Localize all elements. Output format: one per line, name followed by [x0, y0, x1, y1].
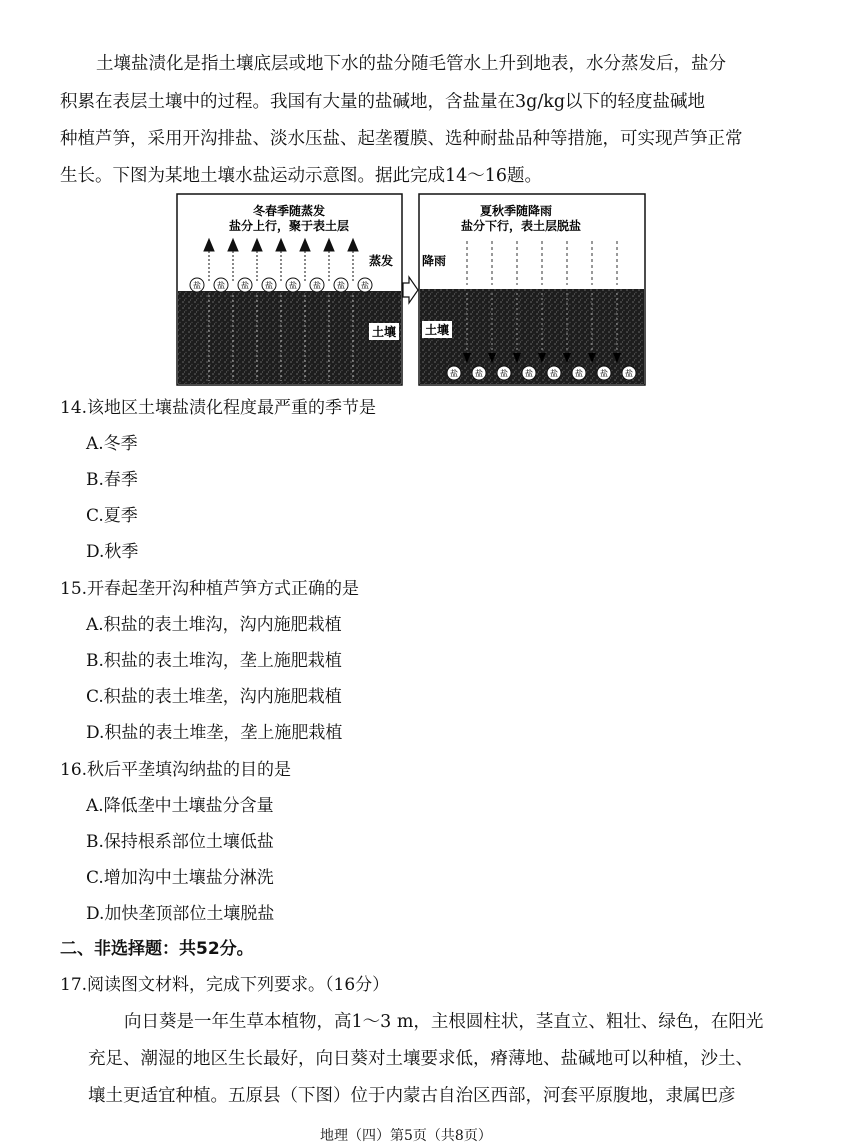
q14-option-c: C.夏季	[86, 506, 138, 526]
q15-option-d: D.积盐的表土堆垄，垄上施肥栽植	[86, 723, 343, 743]
svg-text:盐: 盐	[313, 281, 321, 290]
q14-option-a: A.冬季	[86, 434, 138, 454]
q16-option-b: B.保持根系部位土壤低盐	[86, 832, 274, 852]
svg-text:盐: 盐	[450, 369, 458, 378]
svg-text:盐: 盐	[289, 281, 297, 290]
q15-option-a: A.积盐的表土堆沟，沟内施肥栽植	[86, 615, 342, 635]
svg-text:盐: 盐	[241, 281, 249, 290]
q17-text-line-2: 充足、潮湿的地区生长最好，向日葵对土壤要求低，瘠薄地、盐碱地可以种植，沙土、	[88, 1049, 753, 1069]
q14-option-b: B.春季	[86, 470, 138, 490]
svg-text:盐: 盐	[475, 369, 483, 378]
q17-text-line-3: 壤土更适宜种植。五原县（下图）位于内蒙古自治区西部，河套平原腹地，隶属巴彦	[88, 1086, 736, 1106]
svg-text:盐: 盐	[600, 369, 608, 378]
left-soil-label: 土壤	[371, 325, 397, 339]
question-14-stem: 14.该地区土壤盐渍化程度最严重的季节是	[60, 398, 377, 418]
evaporation-label: 蒸发	[368, 254, 394, 268]
svg-text:盐: 盐	[525, 369, 533, 378]
q14-option-d: D.秋季	[86, 542, 139, 562]
left-title-2: 盐分上行，聚于表土层	[228, 219, 350, 233]
question-17-stem: 17.阅读图文材料，完成下列要求。（16分）	[60, 975, 390, 995]
question-15-stem: 15.开春起垄开沟种植芦笋方式正确的是	[60, 579, 360, 599]
left-title-1: 冬春季随蒸发	[252, 204, 326, 218]
transition-arrow	[403, 277, 418, 303]
q15-option-b: B.积盐的表土堆沟，垄上施肥栽植	[86, 651, 342, 671]
q15-option-c: C.积盐的表土堆垄，沟内施肥栽植	[86, 687, 342, 707]
soil-water-salt-diagram	[176, 193, 646, 386]
svg-text:盐: 盐	[193, 281, 201, 290]
svg-text:盐: 盐	[337, 281, 345, 290]
svg-text:盐: 盐	[361, 281, 369, 290]
question-16-stem: 16.秋后平垄填沟纳盐的目的是	[60, 760, 292, 780]
intro-line-2: 积累在表层土壤中的过程。我国有大量的盐碱地，含盐量在3g/kg以下的轻度盐碱地	[60, 92, 706, 112]
rain-label: 降雨	[421, 254, 447, 268]
svg-text:盐: 盐	[217, 281, 225, 290]
q17-text-line-1: 向日葵是一年生草本植物，高1～3 m，主根圆柱状，茎直立、粗壮、绿色，在阳光	[124, 1012, 764, 1032]
svg-text:盐: 盐	[625, 369, 633, 378]
right-title-2: 盐分下行，表土层脱盐	[460, 219, 582, 233]
svg-text:盐: 盐	[500, 369, 508, 378]
right-panel-summer-autumn	[419, 194, 645, 385]
left-panel-winter-spring	[177, 194, 402, 385]
right-title-1: 夏秋季随降雨	[479, 204, 553, 218]
svg-text:盐: 盐	[265, 281, 273, 290]
left-soil-layer	[178, 291, 401, 384]
page-footer: 地理（四）第5页（共8页）	[320, 1128, 492, 1144]
q16-option-c: C.增加沟中土壤盐分淋洗	[86, 868, 274, 888]
section-2-heading: 二、非选择题：共52分。	[60, 939, 254, 959]
q16-option-a: A.降低垄中土壤盐分含量	[86, 796, 274, 816]
svg-text:盐: 盐	[550, 369, 558, 378]
intro-line-1: 土壤盐渍化是指土壤底层或地下水的盐分随毛管水上升到地表，水分蒸发后，盐分	[96, 54, 726, 74]
intro-line-3: 种植芦笋，采用开沟排盐、淡水压盐、起垄覆膜、选种耐盐品种等措施，可实现芦笋正常	[60, 129, 743, 149]
right-soil-label: 土壤	[424, 323, 450, 337]
q16-option-d: D.加快垄顶部位土壤脱盐	[86, 904, 275, 924]
intro-line-4: 生长。下图为某地土壤水盐运动示意图。据此完成14～16题。	[60, 166, 543, 186]
svg-text:盐: 盐	[575, 369, 583, 378]
